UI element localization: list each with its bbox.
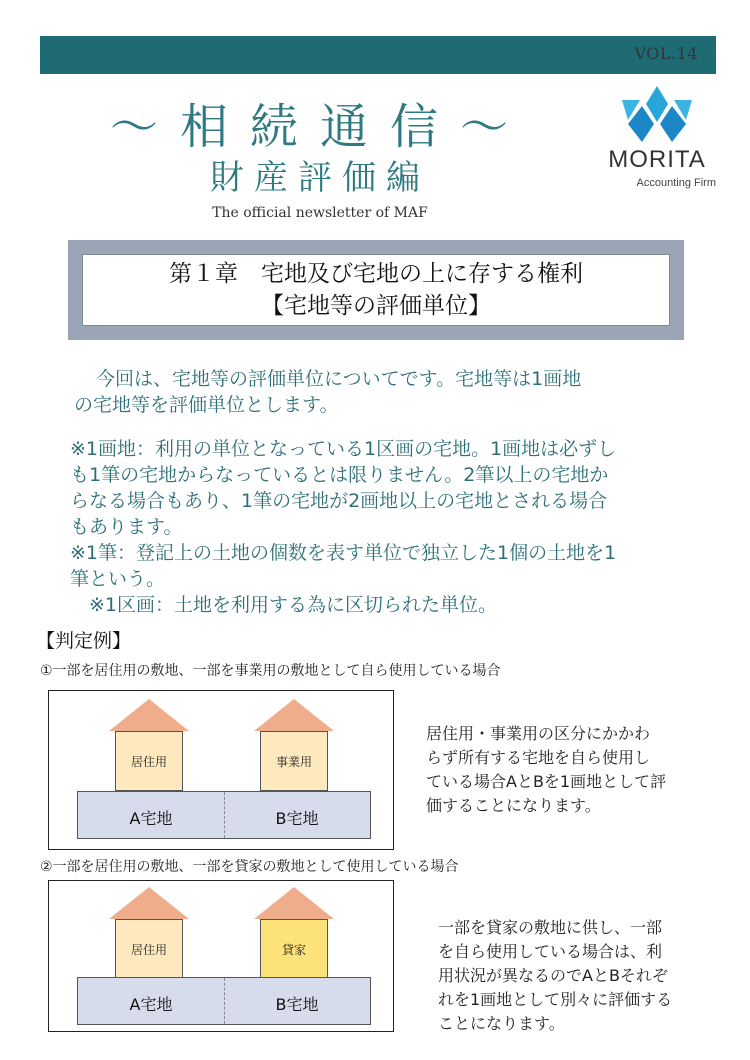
chapter-subtitle: 【宅地等の評価単位】 xyxy=(261,293,491,319)
logo-name: MORITA xyxy=(608,146,706,173)
newsletter-subtitle: 財産評価編 xyxy=(210,158,430,198)
lot-label: B宅地 xyxy=(275,809,319,828)
chapter-title: 第１章 宅地及び宅地の上に存する権利 xyxy=(169,261,583,287)
land-parcel xyxy=(77,791,371,839)
explanation-line: 価することになります。 xyxy=(426,796,601,815)
note-line: ※1筆：登記上の土地の個数を表す単位で独立した1個の土地を1 xyxy=(70,542,617,564)
case-title: ①一部を居住用の敷地、一部を事業用の敷地として自ら使用している場合 xyxy=(40,663,501,679)
morita-logo xyxy=(598,84,716,196)
intro-line: の宅地等を評価単位とします。 xyxy=(74,394,339,416)
lot-label: A宅地 xyxy=(129,995,173,1014)
morita-logo-icon xyxy=(620,84,694,146)
lot-label: B宅地 xyxy=(275,995,319,1014)
explanation-line: 用状況が異なるのでAとBそれぞ xyxy=(438,966,668,985)
chapter-frame xyxy=(68,240,684,340)
house-icon xyxy=(109,699,189,791)
house-label: 事業用 xyxy=(260,731,328,791)
logo-subtitle: Accounting Firm xyxy=(636,177,716,189)
case-title: ②一部を居住用の敷地、一部を貸家の敷地として使用している場合 xyxy=(40,859,459,875)
house-icon xyxy=(109,887,189,979)
house-icon xyxy=(254,887,334,979)
note-line: も1筆の宅地からなっているとは限りません。2筆以上の宅地か xyxy=(70,464,609,486)
roof-shape xyxy=(109,699,189,731)
newsletter-title: ～相続通信～ xyxy=(109,99,530,155)
note-line: ※1画地：利用の単位となっている1区画の宅地。1画地は必ずし xyxy=(70,438,617,460)
house-label: 貸家 xyxy=(260,919,328,979)
note-line: もあります。 xyxy=(70,516,183,538)
land-parcel xyxy=(77,977,371,1025)
case-explanation xyxy=(426,722,666,818)
roof-shape xyxy=(109,887,189,919)
roof-shape xyxy=(254,887,334,919)
case-explanation xyxy=(438,916,672,1036)
lot-label: A宅地 xyxy=(129,809,173,828)
explanation-line: らず所有する宅地を自ら使用し xyxy=(426,748,651,767)
header-bar xyxy=(40,36,716,74)
house-icon xyxy=(254,699,334,791)
chapter-heading xyxy=(82,254,670,326)
explanation-line: ことになります。 xyxy=(438,1014,565,1033)
explanation-line: 一部を貸家の敷地に供し、一部 xyxy=(438,918,663,937)
explanation-line: 居住用・事業用の区分にかかわ xyxy=(426,724,651,743)
newsletter-tagline: The official newsletter of MAF xyxy=(212,205,428,221)
intro-paragraph xyxy=(74,366,674,418)
case-diagram xyxy=(48,880,394,1032)
note-line: 筆という。 xyxy=(70,568,166,590)
volume-label: VOL.14 xyxy=(634,44,698,63)
note-line: らなる場合もあり、1筆の宅地が2画地以上の宅地とされる場合 xyxy=(70,490,608,512)
explanation-line: れを1画地として別々に評価する xyxy=(438,990,673,1009)
examples-heading: 【判定例】 xyxy=(36,630,132,652)
roof-shape xyxy=(254,699,334,731)
house-label: 居住用 xyxy=(115,731,183,791)
house-label: 居住用 xyxy=(115,919,183,979)
explanation-line: ている場合AとBを1画地として評 xyxy=(426,772,667,791)
explanation-line: を自ら使用している場合は、利 xyxy=(438,942,663,961)
note-line: ※1区画：土地を利用する為に区切られた単位。 xyxy=(70,594,498,616)
intro-line: 今回は、宅地等の評価単位についてです。宅地等は1画地 xyxy=(96,368,582,390)
case-diagram xyxy=(48,690,394,850)
definition-notes xyxy=(70,436,710,618)
